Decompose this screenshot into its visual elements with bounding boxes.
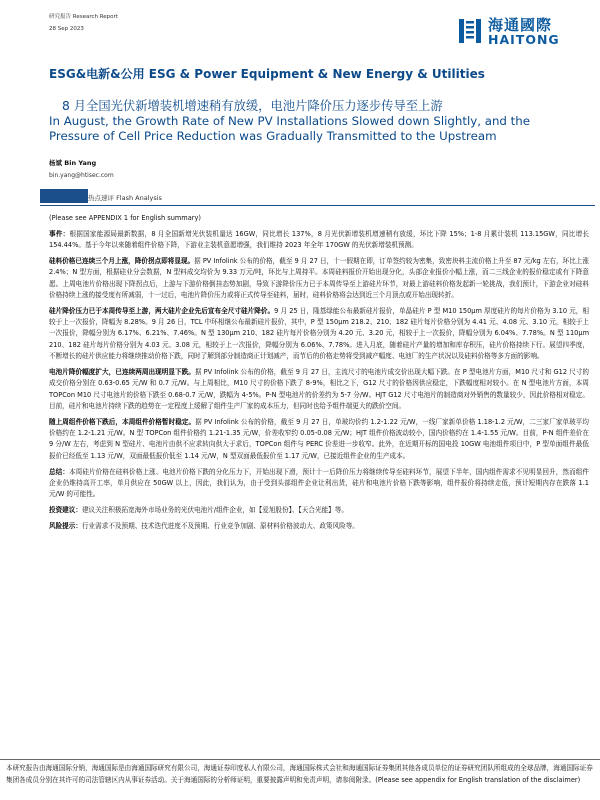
flash-analysis-bar bbox=[40, 189, 88, 203]
paragraph-lead: 随上周组件价格下跌后，本周组件价格暂时稳定。 bbox=[49, 417, 196, 426]
sector-heading: ESG&电新&公用 ESG & Power Equipment & New Energy & Utilities bbox=[49, 67, 485, 81]
author-email[interactable]: bin.yang@htisec.com bbox=[49, 172, 114, 179]
paragraph-event bbox=[49, 229, 589, 252]
haitong-emblem-icon bbox=[457, 17, 483, 45]
footer-disclaimer: 本研究报告由海通国际分销，海通国际是由海通国际研究有限公司，海通证券印度私人有限公司，海通国际株式会社和海通国际证券集团其他各成员单位的证券研究团队所组成的全球品牌，海通国际证券集团各成员分别在其许可的司法管辖区内从事证券活动。关于海通国际的分析师证明，重要披露声明和免责声明，请参阅附录。(Please see appendix for English translation of the disclaimer) bbox=[6, 764, 593, 784]
paragraph-text: 9 月 25 日，隆基绿能公布最新硅片报价，单晶硅片 P 型 M10 150μm 厚度硅片的每片价格为 3.10 元，相较于上一次报价，降幅为 8.28%。9 月 26 日，TCL 中环相继公布最新硅片报价，其中，P 型 150μm 218.2、210、182 硅片每片价格分别为 4.41 元、4.08 元、3.10 元，相较于上一次报价，降幅分别为 6.17%、6.21%、7.46%。N 型 130μm 210、182 硅片每片价格分别为 4.20 元、3.20 元，相较于上一次报价，降幅分别为 6.04%、7.78%。N 型 110μm 210、182 硅片每片价格分别为 4.03 元、3.08 元，相较于上一次报价，降幅分别为 6.06%、7.78%。进入月底，随着硅片产量的增加和库存积压，硅片价格持续下行。展望四季度，不断增长的硅片供应能力将继续推动价格下跌，同时了解到部分制造商正计划减产，而节后的价格走势将受到减产幅度、电池厂的生产状况以及硅料价格等多方面的影响。 bbox=[49, 306, 590, 361]
report-title-cn: 8 月全国光伏新增装机增速稍有放缓，电池片降价压力逐步传导至上游 bbox=[62, 99, 443, 113]
author-name: 杨斌 Bin Yang bbox=[49, 159, 97, 167]
paragraph-lead: 硅片降价压力已于本周传导至上游，两大硅片企业先后宣布全尺寸硅片降价。 bbox=[49, 306, 275, 315]
paragraph-text: 根据国家能源局最新数据，8 月全国新增光伏装机量达 16GW，同比增长 137%，8 月光伏新增装机增速稍有放缓，环比下降 15%；1-8 月累计装机 113.15GW，同比增长 154.44%。基于今年以来随着组件价格下降，下游业主装机意愿增强，我们维持 2023 年全年 170GW 的光伏新增装机预测。 bbox=[49, 229, 589, 250]
paragraph-lead: 电池片降价幅度扩大，已连续两周出现明显下跌。 bbox=[49, 367, 195, 376]
section-divider bbox=[40, 205, 595, 206]
paragraph-cell bbox=[49, 367, 589, 412]
paragraph-text: 据 PV Infolink 公布的价格，截至 9 月 27 日，主流尺寸的电池片成交价出现大幅下跌。在 P 型电池片方面，M10 尺寸和 G12 尺寸的成交价格分别在 0.63-0.65 元/W 和 0.7 元/W。与上周相比，M10 尺寸的价格下跌了 8-9%，相比之下，G12 尺寸的价格因供应稳定，下跌幅度相对较小。在 N 型电池片方面，本周 TOPCon M10 尺寸电池片的价格下跌至 0.68-0.7 元/W，跌幅为 4-5%。P-N 型电池片的价差约为 5-7 分/W。HJT G12 尺寸电池片的制造商对外销售的数量较少，因此价格相对稳定。目前，硅片和电池片持续下跌的趋势在一定程度上缓解了组件生产厂家的成本压力，但同时也给予组件端更大的跌价空间。 bbox=[49, 367, 589, 410]
paragraph-lead: 硅料价格已连续三个月上涨，降价拐点即将显现。 bbox=[49, 257, 195, 266]
paragraph-wafer bbox=[49, 306, 589, 362]
report-type: 研究报告 Research Report bbox=[49, 14, 118, 20]
paragraph-lead: 风险提示： bbox=[49, 521, 82, 530]
appendix-note: (Please see APPENDIX 1 for English summary) bbox=[49, 214, 201, 222]
logo-text-en: HAITONG bbox=[488, 31, 560, 47]
paragraph-investment bbox=[49, 505, 589, 516]
paragraph-text: 行业需求不及预期、技术迭代进度不及预期、行业竞争加剧、原材料价格波动大、政策风险等。 bbox=[81, 521, 359, 530]
report-body bbox=[49, 213, 589, 537]
report-title-en: In August, the Growth Rate of New PV Installations Slowed down Slightly, and the Pressure of Cell Price Reduction was Gradually Transmitted to the Upstream bbox=[49, 114, 531, 143]
paragraph-text: 建议关注积极拓宽海外市场业务的光伏电池片/组件企业，如【爱旭股份】、【天合光能】等。 bbox=[81, 505, 348, 514]
paragraph-text: 本周硅片价格在硅料价格上涨、电池片价格下跌的分化压力下，开始出现下滑，预计十一后降价压力将继续传导至硅料环节，展望下半年，国内组件需求不见明显回升，然而组件企业仍维持高开工率，单月供应在 50GW 以上，因此，我们认为，由于受到头部组件企业让利出货，硅片和电池片价格下跌等影响，组件报价将持续走低，预计短期内存在跌落 1.1 元/W 的可能性。 bbox=[49, 467, 590, 499]
paragraph-lead: 投资建议： bbox=[49, 505, 82, 514]
footer-divider bbox=[0, 759, 600, 760]
paragraph-module bbox=[49, 417, 589, 462]
paragraph-text: 据 PV Infolink 公布的价格，截至 9 月 27 日，十一假期在即，订单签约较为密集，致密块料主流价格上升至 87 元/kg 左右，环比上涨 2.4%；N 型方面，根据硅业分会数据，N 型料成交均价为 9.33 万元/吨，环比与上周持平。本周硅料报价开始出现分化，头部企业报价小幅上涨，而二三线企业的报价稳定或有下降意愿。上周电池片价格出现下降拐点后，上游与下游价格倒挂态势加剧，导致下游降价压力已于本周传导至上游硅片环节，对最上游硅料价格发起新一轮挑战，我们预计，下游企业对硅料价格持续上涨的接受度有所减弱，十一过后，电池片降价压力或将正式传导至硅料，届时，硅料价格将会达到近三个月顶点或开始出现转折。 bbox=[49, 257, 590, 299]
flash-analysis-label: 热点速评 Flash Analysis bbox=[88, 194, 162, 202]
haitong-logo bbox=[457, 14, 597, 48]
paragraph-lead: 事件： bbox=[49, 229, 70, 238]
paragraph-polysilicon bbox=[49, 256, 589, 301]
paragraph-summary bbox=[49, 467, 589, 501]
paragraph-lead: 总结： bbox=[49, 467, 70, 476]
paragraph-text: 据 PV Infolink 公布的价格，截至 9 月 27 日，单玻均价约 1.2-1.22 元/W，一线厂家新单价格 1.18-1.2 元/W，二三家厂家单玻平均价格约在 1.2-1.21 元/W。N 型 TOPCon 组件价格约 1.21-1.35 元/W，价差收窄约 0.05-0.08 元/W；HJT 组件价格波动较小，国内价格约在 1.4-1.55 元/W。目前，P-N 组件差价在 9 分/W 左右，考虑到 N 型硅片、电池片由供不应求转向供大于求后，TOPCon 组件与 PERC 价差进一步收窄。此外，在近期开标的国电投 10GW 电池组件项目中，P 型单面组件最低报价已经低至 1.13 元/W，双面最低报价低至 1.14 元/W，N 型双面最低报价至 1.17 元/W，已接近组件企业的生产成本。 bbox=[49, 417, 589, 460]
logo-text-cn: 海通國際 bbox=[488, 15, 553, 34]
report-date: 28 Sep 2023 bbox=[49, 26, 84, 32]
paragraph-risk bbox=[49, 521, 589, 532]
